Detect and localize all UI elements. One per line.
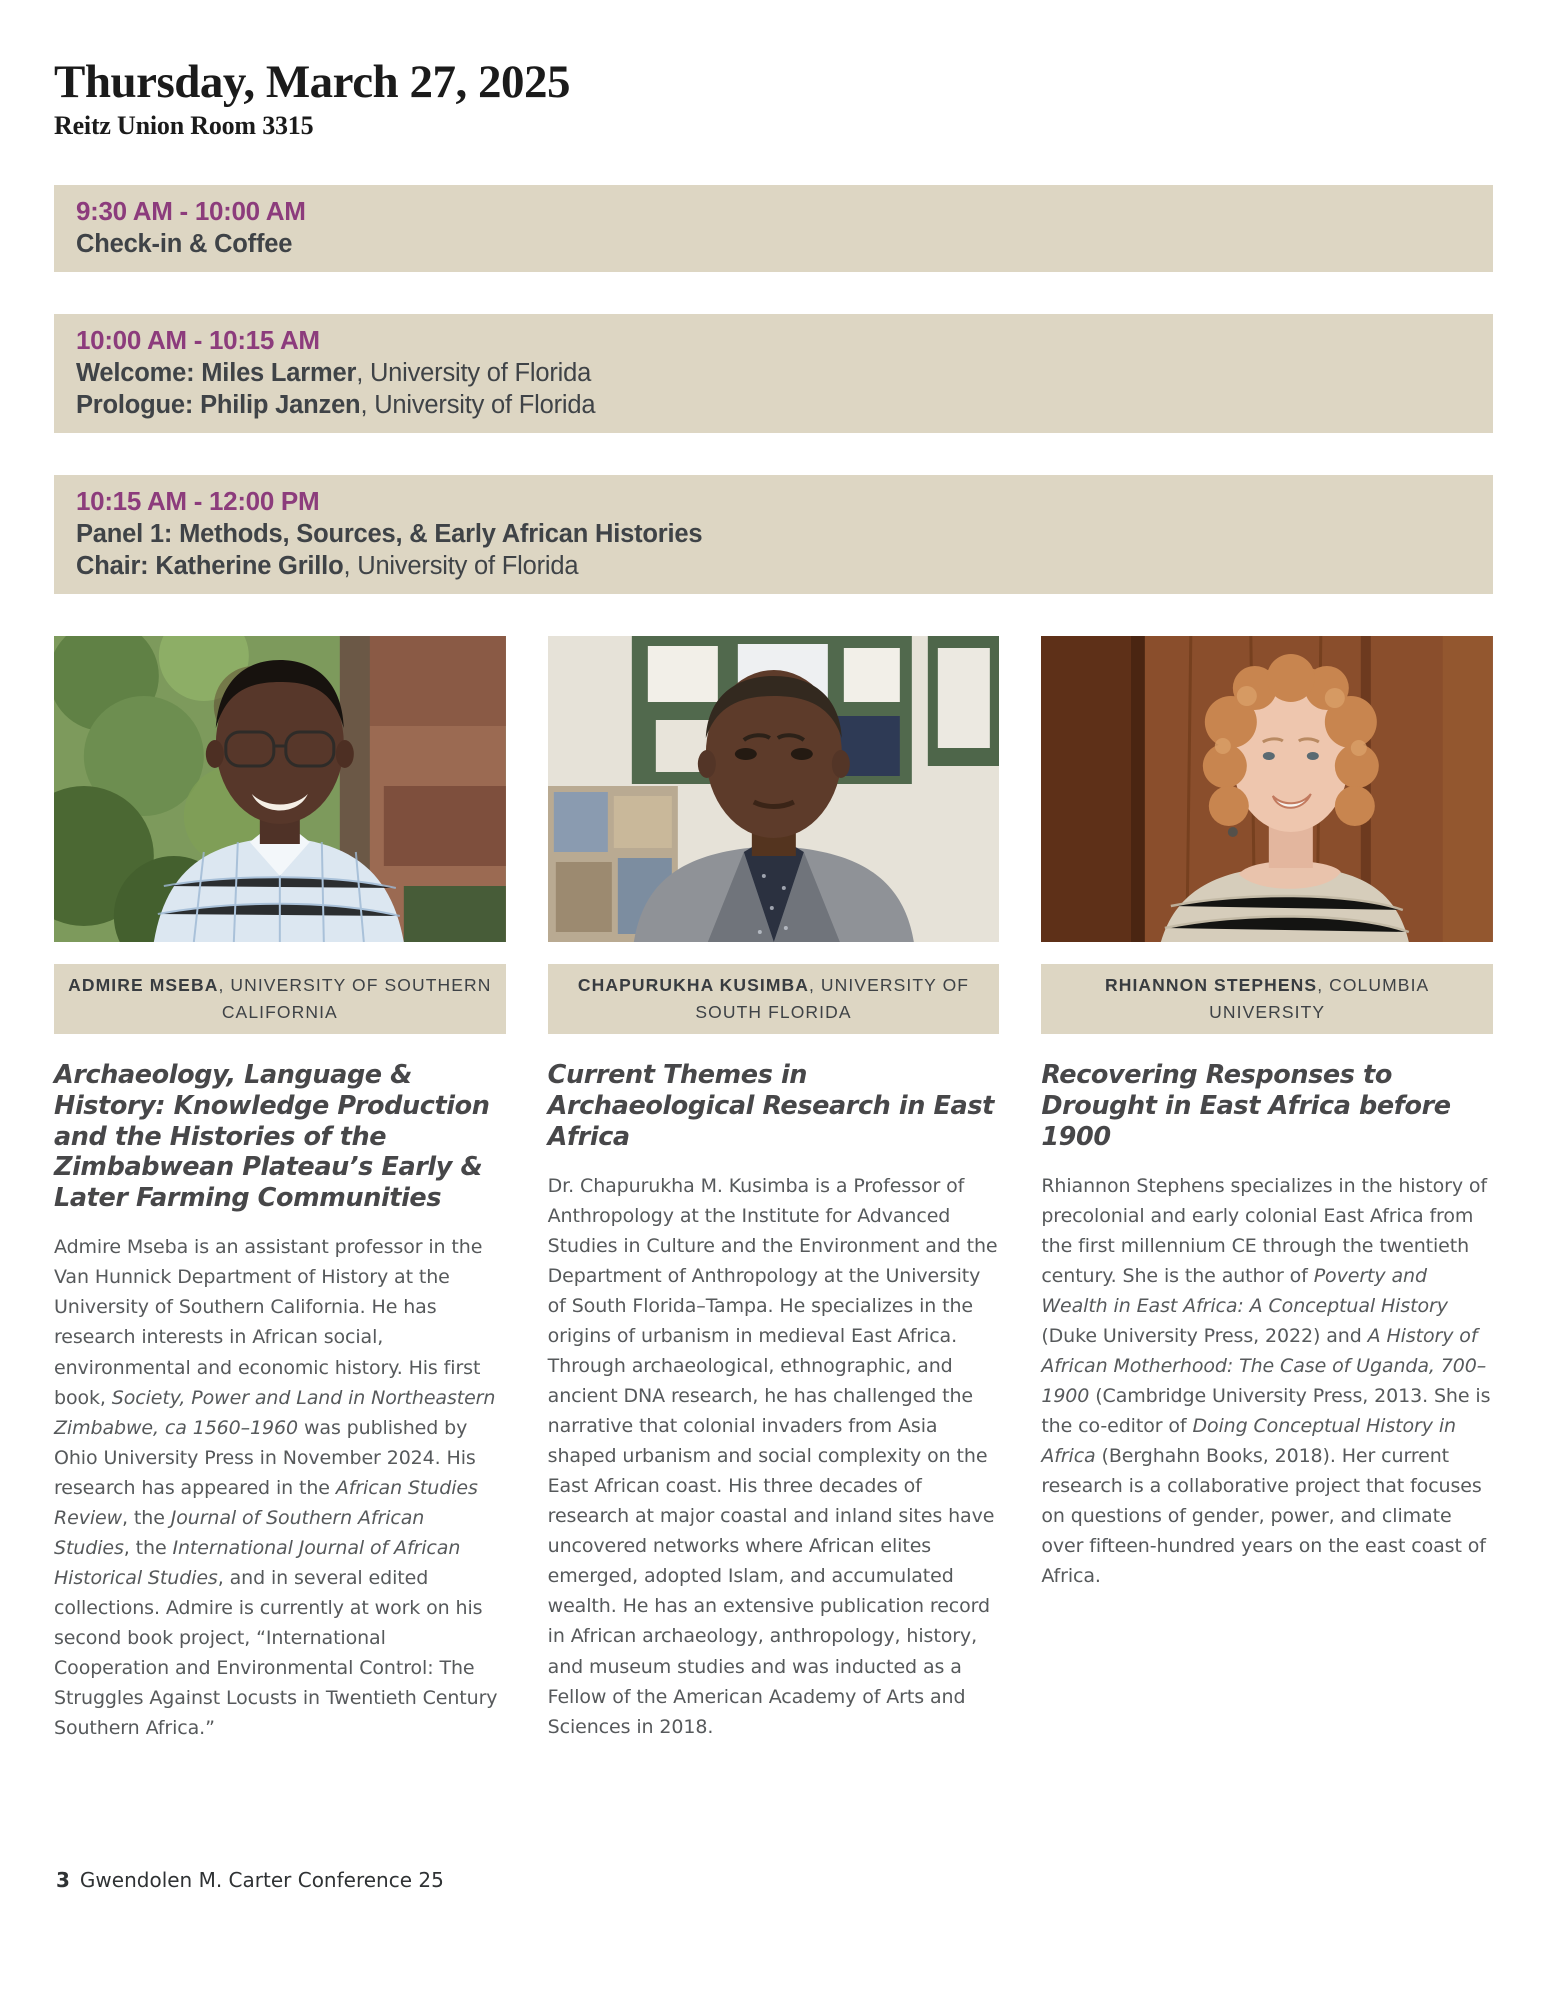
photo-illustration (548, 636, 1000, 942)
speaker-photo-rhiannon-stephens (1041, 636, 1493, 942)
schedule-time: 10:15 AM - 12:00 PM (76, 486, 320, 517)
speaker-name-label (1041, 964, 1493, 1034)
photo-illustration (54, 636, 506, 942)
speaker-column-admire-mseba (54, 636, 506, 1742)
speakers-grid (54, 636, 1493, 1742)
schedule (54, 185, 1493, 594)
talk-title: Archaeology, Language & History: Knowledge Production and the Histories of the Zimbabwean Plateau’s Early & Later Farming Communities (54, 1060, 490, 1213)
schedule-block-checkin (54, 185, 1493, 272)
page-number: 3 (56, 1868, 70, 1892)
speaker-column-chapurukha-kusimba (548, 636, 1000, 1742)
speaker-photo-chapurukha-kusimba (548, 636, 1000, 942)
speaker-bio: Rhiannon Stephens specializes in the history of precolonial and early colonial East Africa from the first millennium CE through the twentieth century. She is the author of Poverty and Wealth in East Africa: A Conceptual History (Duke University Press, 2022) and A History of African Motherhood: The Case of Uganda, 700–1900 (Cambridge University Press, 2013. She is the co-editor of Doing Conceptual History in Africa (Berghahn Books, 2018). Her current research is a collaborative project that focuses on questions of gender, power, and climate over fifteen-hundred years on the east coast of Africa. (1041, 1175, 1491, 1588)
schedule-line: Check-in & Coffee (76, 230, 293, 259)
speaker-photo-admire-mseba (54, 636, 506, 942)
photo-illustration (1041, 636, 1493, 942)
speaker-name: RHIANNON STEPHENS (1104, 975, 1318, 996)
schedule-line: Prologue: Philip Janzen, University of Florida (76, 391, 596, 420)
page-footer (56, 1868, 444, 1892)
schedule-block-panel-1 (54, 475, 1493, 594)
schedule-time: 9:30 AM - 10:00 AM (76, 196, 306, 227)
speaker-name-label (54, 964, 506, 1034)
speaker-affiliation: , UNIVERSITY OF SOUTHERN CALIFORNIA (218, 975, 492, 1023)
speaker-name: ADMIRE MSEBA (68, 975, 219, 996)
speaker-bio: Admire Mseba is an assistant professor in the Van Hunnick Department of History at the University of Southern California. He has research interests in African social, environmental and economic history. His first book, Society, Power and Land in Northeastern Zimbabwe, ca 1560–1960 was published by Ohio University Press in November 2024. His research has appeared in the African Studies Review, the Journal of Southern African Studies, the International Journal of African Historical Studies, and in several edited collections. Admire is currently at work on his second book project, “International Cooperation and Environmental Control: The Struggles Against Locusts in Twentieth Century Southern Africa.” (54, 1236, 498, 1739)
speaker-affiliation: , UNIVERSITY OF SOUTH FLORIDA (695, 975, 970, 1023)
schedule-time: 10:00 AM - 10:15 AM (76, 325, 320, 356)
schedule-line: Chair: Katherine Grillo, University of Florida (76, 552, 579, 581)
page-subtitle: Reitz Union Room 3315 (54, 111, 314, 141)
schedule-block-welcome (54, 314, 1493, 433)
speaker-name: CHAPURUKHA KUSIMBA (577, 975, 809, 996)
talk-title: Current Themes in Archaeological Research in East Africa (547, 1060, 994, 1152)
talk-title: Recovering Responses to Drought in East Africa before 1900 (1041, 1060, 1451, 1152)
speaker-affiliation: , COLUMBIA UNIVERSITY (1209, 975, 1430, 1023)
schedule-line: Panel 1: Methods, Sources, & Early African Histories (76, 519, 703, 548)
footer-label: Gwendolen M. Carter Conference 25 (79, 1868, 444, 1892)
speaker-column-rhiannon-stephens (1041, 636, 1493, 1742)
speaker-name-label (548, 964, 1000, 1034)
speaker-bio: Dr. Chapurukha M. Kusimba is a Professor of Anthropology at the Institute for Advanced Studies in Culture and the Environment and the Department of Anthropology at the University of South Florida–Tampa. He specializes in the origins of urbanism in medieval East Africa. Through archaeological, ethnographic, and ancient DNA research, he has challenged the narrative that colonial invaders from Asia shaped urbanism and social complexity on the East African coast. His three decades of research at major coastal and inland sites have uncovered networks where African elites emerged, adopted Islam, and accumulated wealth. He has an extensive publication record in African archaeology, anthropology, history, and museum studies and was inducted as a Fellow of the American Academy of Arts and Sciences in 2018. (547, 1175, 998, 1738)
schedule-line: Welcome: Miles Larmer, University of Florida (76, 358, 592, 387)
page-title: Thursday, March 27, 2025 (54, 56, 570, 108)
